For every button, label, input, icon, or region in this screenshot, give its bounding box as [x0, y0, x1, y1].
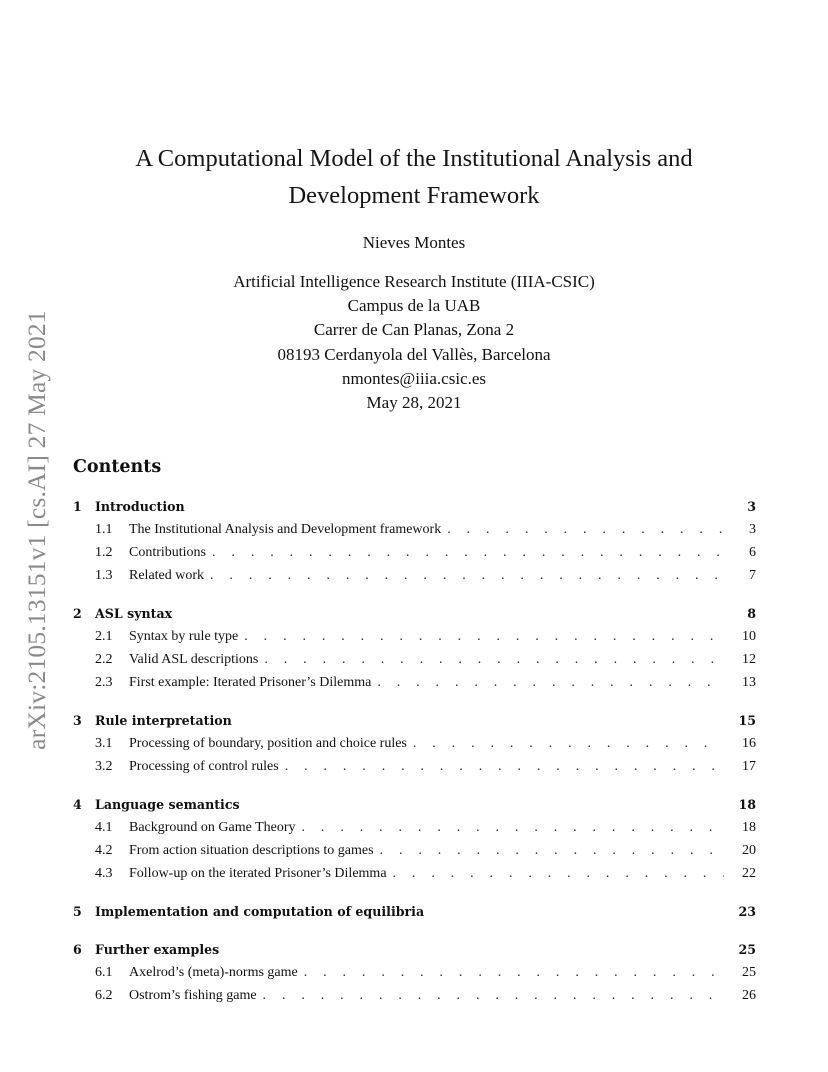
toc-subsection-page: 12: [742, 652, 756, 667]
toc-subsection-entry[interactable]: [73, 671, 756, 694]
toc-dot-leader: [244, 625, 724, 648]
toc-subsection-page: 13: [742, 675, 756, 690]
toc-dot-leader: [393, 862, 724, 885]
toc-subsection-title: The Institutional Analysis and Development framework: [129, 522, 442, 537]
toc-section-page: 18: [738, 797, 756, 812]
paper-date: May 28, 2021: [366, 393, 462, 413]
toc-section-entry[interactable]: [73, 709, 756, 732]
toc-section-page: 3: [747, 499, 756, 514]
toc-subsection-number: 1.3: [95, 568, 113, 583]
contents-heading: Contents: [73, 457, 162, 477]
toc-subsection-entry[interactable]: [73, 984, 756, 1007]
toc-subsection-page: 6: [749, 545, 756, 560]
toc-section-entry[interactable]: [73, 793, 756, 816]
toc-section-title: ASL syntax: [95, 606, 173, 621]
toc-subsection-title: Ostrom’s fishing game: [129, 988, 257, 1003]
toc-section-title: Introduction: [95, 499, 185, 514]
toc-dot-leader: [302, 816, 724, 839]
toc-subsection-title: First example: Iterated Prisoner’s Dilemma: [129, 675, 372, 690]
toc-section-number: 2: [73, 606, 82, 621]
toc-subsection-title: Processing of control rules: [129, 759, 279, 774]
toc-subsection-number: 6.2: [95, 988, 113, 1003]
toc-subsection-title: Follow-up on the iterated Prisoner’s Dilemma: [129, 866, 387, 881]
toc-section-title: Rule interpretation: [95, 713, 232, 728]
toc-subsection-entry[interactable]: [73, 625, 756, 648]
toc-subsection-title: Contributions: [129, 545, 207, 560]
paper-title: [0, 140, 828, 214]
toc-subsection-number: 4.3: [95, 866, 113, 881]
toc-section-number: 1: [73, 499, 82, 514]
toc-subsection-entry[interactable]: [73, 862, 756, 885]
toc-dot-leader: [377, 671, 724, 694]
toc-subsection-entry[interactable]: [73, 541, 756, 564]
toc-section-number: 4: [73, 797, 82, 812]
toc-subsection-entry[interactable]: [73, 564, 756, 587]
toc-subsection-number: 1.1: [95, 522, 113, 537]
toc-section-page: 15: [738, 713, 756, 728]
toc-subsection-title: Processing of boundary, position and choice rules: [129, 736, 407, 751]
affiliation-campus: Campus de la UAB: [347, 296, 481, 316]
toc-section-page: 23: [738, 904, 756, 919]
toc-section-number: 6: [73, 942, 82, 957]
toc-subsection-page: 17: [742, 759, 756, 774]
author-name: Nieves Montes: [362, 233, 466, 252]
toc-subsection-title: Background on Game Theory: [129, 820, 296, 835]
toc-section-title: Language semantics: [95, 797, 240, 812]
toc-subsection-title: Valid ASL descriptions: [129, 652, 259, 667]
author-email: nmontes@iiia.csic.es: [341, 368, 487, 388]
title-line: Development Framework: [288, 182, 540, 209]
toc-subsection-number: 6.1: [95, 965, 113, 980]
toc-dot-leader: [285, 755, 724, 778]
toc-subsection-entry[interactable]: [73, 839, 756, 862]
toc-subsection-page: 10: [742, 629, 756, 644]
affiliation-street: Carrer de Can Planas, Zona 2: [313, 320, 515, 340]
toc-dot-leader: [447, 518, 724, 541]
toc-section-title: Further examples: [95, 942, 220, 957]
toc-section-entry[interactable]: [73, 900, 756, 923]
toc-subsection-number: 4.2: [95, 843, 113, 858]
toc-subsection-entry[interactable]: [73, 518, 756, 541]
toc-section-page: 25: [738, 942, 756, 957]
affiliation-institute: Artificial Intelligence Research Institute (IIIA-CSIC): [233, 272, 595, 291]
toc-subsection-number: 2.2: [95, 652, 113, 667]
toc-section-number: 5: [73, 904, 82, 919]
arxiv-stamp: arXiv:2105.13151v1 [cs.AI] 27 May 2021: [22, 310, 51, 750]
toc-subsection-number: 1.2: [95, 545, 113, 560]
toc-dot-leader: [380, 839, 724, 862]
toc-section-page: 8: [747, 606, 756, 621]
toc-section: [73, 709, 756, 778]
toc-subsection-entry[interactable]: [73, 732, 756, 755]
toc-section: [73, 793, 756, 885]
toc-subsection-title: Axelrod’s (meta)-norms game: [129, 965, 298, 980]
toc-subsection-number: 3.1: [95, 736, 113, 751]
title-line: A Computational Model of the Institutional Analysis and: [135, 145, 693, 172]
toc-subsection-title: Related work: [129, 568, 205, 583]
toc-subsection-number: 4.1: [95, 820, 113, 835]
toc-section-title: Implementation and computation of equilibria: [95, 904, 425, 919]
toc-subsection-page: 26: [742, 988, 756, 1003]
affiliation-city: 08193 Cerdanyola del Vallès, Barcelona: [277, 344, 551, 364]
toc-subsection-page: 7: [749, 568, 756, 583]
toc-section: [73, 900, 756, 923]
toc-dot-leader: [304, 961, 724, 984]
toc-subsection-title: Syntax by rule type: [129, 629, 239, 644]
table-of-contents: [73, 495, 756, 1022]
toc-section-number: 3: [73, 713, 82, 728]
toc-dot-leader: [413, 732, 724, 755]
toc-subsection-entry[interactable]: [73, 755, 756, 778]
toc-subsection-page: 3: [749, 522, 756, 537]
toc-subsection-page: 22: [742, 866, 756, 881]
toc-subsection-page: 18: [742, 820, 756, 835]
toc-dot-leader: [264, 648, 724, 671]
toc-dot-leader: [212, 541, 724, 564]
toc-dot-leader: [263, 984, 724, 1007]
toc-section-entry[interactable]: [73, 602, 756, 625]
toc-subsection-page: 25: [742, 965, 756, 980]
toc-subsection-page: 16: [742, 736, 756, 751]
toc-subsection-title: From action situation descriptions to games: [129, 843, 374, 858]
toc-subsection-entry[interactable]: [73, 648, 756, 671]
toc-section-entry[interactable]: [73, 938, 756, 961]
toc-section-entry[interactable]: [73, 495, 756, 518]
toc-dot-leader: [210, 564, 724, 587]
toc-subsection-number: 2.3: [95, 675, 113, 690]
toc-subsection-entry[interactable]: [73, 816, 756, 839]
toc-section: [73, 495, 756, 587]
toc-subsection-page: 20: [742, 843, 756, 858]
toc-subsection-number: 3.2: [95, 759, 113, 774]
affiliation-block: [0, 270, 828, 415]
toc-section: [73, 938, 756, 1007]
toc-subsection-entry[interactable]: [73, 961, 756, 984]
toc-subsection-number: 2.1: [95, 629, 113, 644]
toc-section: [73, 602, 756, 694]
